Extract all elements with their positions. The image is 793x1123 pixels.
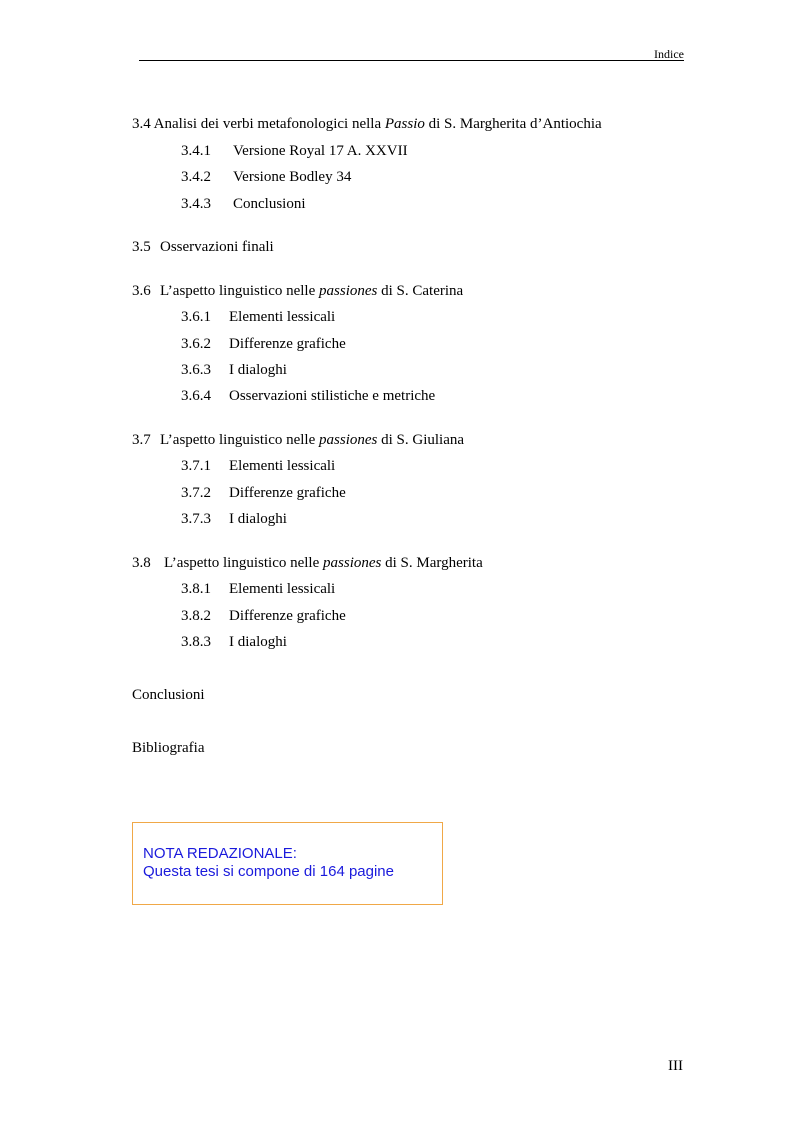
toc-entry-3-7 [132, 431, 464, 449]
toc-entry-text: L’aspetto linguistico nelle [160, 283, 320, 299]
toc-entry-italic: passiones [319, 432, 378, 448]
toc-entry-text: 3.4 Analisi dei verbi metafonologici nella [132, 116, 385, 132]
toc-entry-text: di S. Margherita d’Antiochia [424, 116, 602, 132]
toc-entry-3-5 [132, 238, 274, 256]
page-number: III [668, 1058, 683, 1074]
toc-entry-number: 3.6.4 [181, 388, 211, 404]
toc-entry-number: 3.4.1 [181, 143, 211, 159]
toc-entry-3-6-4 [181, 387, 435, 405]
toc-entry-text: Versione Bodley 34 [233, 169, 352, 185]
toc-entry-3-7-1 [181, 457, 335, 475]
toc-entry-number: 3.8 [132, 555, 151, 571]
toc-entry-text: I dialoghi [229, 511, 287, 527]
toc-entry-number: 3.6 [132, 283, 151, 299]
toc-entry-3-6 [132, 282, 463, 300]
toc-entry-3-6-3 [181, 361, 287, 379]
toc-entry-conclusioni: Conclusioni [132, 687, 205, 703]
toc-entry-3-7-3 [181, 510, 287, 528]
toc-entry-text: I dialoghi [229, 634, 287, 650]
toc-entry-3-8-3 [181, 633, 287, 651]
toc-entry-number: 3.6.1 [181, 309, 211, 325]
toc-entry-text: Differenze grafiche [229, 336, 346, 352]
note-heading: NOTA REDAZIONALE: [143, 845, 297, 862]
note-body: Questa tesi si compone di 164 pagine [143, 863, 394, 880]
toc-entry-3-6-1 [181, 308, 335, 326]
toc-entry-bibliografia: Bibliografia [132, 740, 205, 756]
toc-entry-3-4-1 [181, 142, 408, 160]
toc-entry-italic: Passio [384, 116, 425, 132]
toc-entry-number: 3.6.3 [181, 362, 211, 378]
toc-entry-3-8-2 [181, 607, 346, 625]
toc-entry-number: 3.5 [132, 239, 151, 255]
header-rule [139, 60, 684, 61]
toc-entry-text: Elementi lessicali [229, 581, 336, 597]
toc-entry-text: Differenze grafiche [229, 608, 346, 624]
toc-entry-3-4 [132, 115, 602, 133]
running-header: Indice [654, 47, 684, 61]
toc-entry-text: Conclusioni [233, 196, 306, 212]
toc-entry-number: 3.8.1 [181, 581, 211, 597]
toc-entry-number: 3.7.2 [181, 485, 211, 501]
toc-entry-text: Versione Royal 17 A. XXVII [233, 143, 408, 159]
toc-entry-text: Elementi lessicali [229, 458, 336, 474]
toc-entry-number: 3.7.3 [181, 511, 211, 527]
toc-entry-text: Differenze grafiche [229, 485, 346, 501]
toc-entry-text: L’aspetto linguistico nelle [164, 555, 324, 571]
toc-entry-text: di S. Margherita [381, 555, 483, 571]
toc-entry-number: 3.6.2 [181, 336, 211, 352]
toc-entry-3-4-2 [181, 168, 351, 186]
toc-entry-number: 3.7.1 [181, 458, 211, 474]
editorial-note-box [132, 822, 443, 905]
toc-entry-text: di S. Caterina [377, 283, 464, 299]
toc-entry-number: 3.8.2 [181, 608, 211, 624]
toc-entry-text: L’aspetto linguistico nelle [160, 432, 320, 448]
toc-entry-3-8 [132, 554, 483, 572]
toc-entry-3-4-3 [181, 195, 306, 213]
toc-entry-3-7-2 [181, 484, 346, 502]
toc-entry-number: 3.7 [132, 432, 151, 448]
toc-entry-text: Osservazioni stilistiche e metriche [229, 388, 436, 404]
toc-entry-number: 3.4.2 [181, 169, 211, 185]
toc-entry-text: Osservazioni finali [160, 239, 274, 255]
toc-entry-text: I dialoghi [229, 362, 287, 378]
toc-entry-text: Elementi lessicali [229, 309, 336, 325]
toc-entry-text: di S. Giuliana [377, 432, 465, 448]
toc-entry-number: 3.8.3 [181, 634, 211, 650]
toc-entry-3-8-1 [181, 580, 335, 598]
toc-entry-italic: passiones [319, 283, 378, 299]
toc-entry-3-6-2 [181, 335, 346, 353]
toc-entry-number: 3.4.3 [181, 196, 211, 212]
toc-entry-italic: passiones [323, 555, 382, 571]
